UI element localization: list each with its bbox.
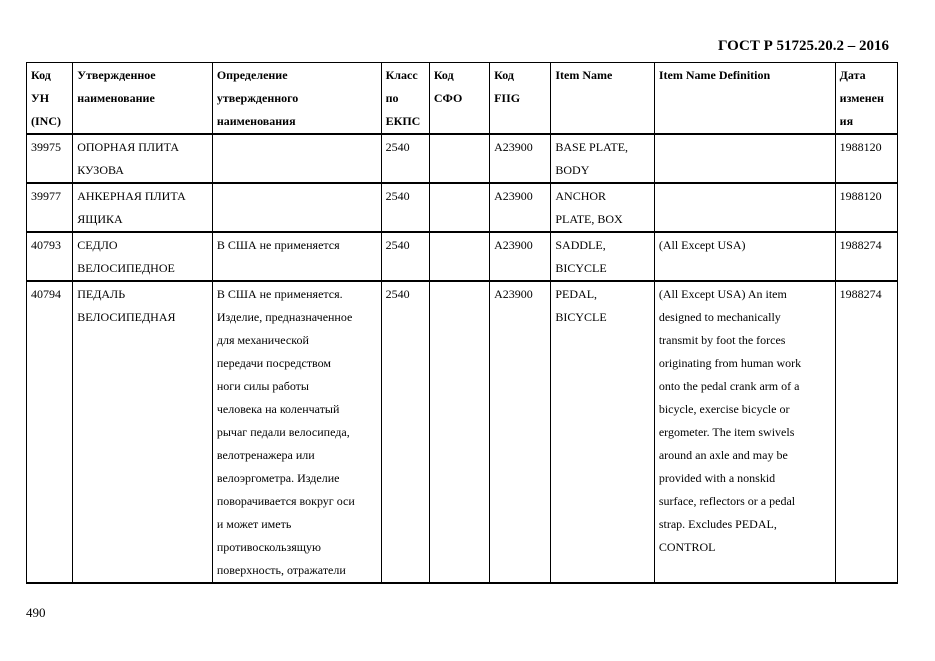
cell-text: BASE PLATE, bbox=[555, 140, 629, 154]
cell-inc bbox=[27, 134, 73, 183]
table-row bbox=[27, 281, 898, 583]
cell-class bbox=[381, 232, 429, 281]
cell-item-definition bbox=[654, 281, 835, 583]
cell-text: В США не применяется bbox=[216, 238, 340, 252]
table-header-row bbox=[27, 63, 898, 135]
table-row bbox=[27, 183, 898, 232]
column-header-sfo bbox=[429, 63, 489, 135]
header-text: Класс bbox=[385, 68, 418, 82]
header-text: Item Name bbox=[555, 68, 613, 82]
cell-text: A23900 bbox=[494, 238, 533, 252]
cell-definition bbox=[212, 134, 381, 183]
header-text: FIIG bbox=[494, 91, 521, 105]
cell-text: originating from human work bbox=[658, 356, 802, 370]
cell-text: ПЕДАЛЬ bbox=[77, 287, 126, 301]
cell-text: передачи посредством bbox=[216, 356, 332, 370]
cell-text: рычаг педали велосипеда, bbox=[216, 425, 350, 439]
cell-sfo bbox=[429, 232, 489, 281]
cell-text: 40794 bbox=[31, 287, 61, 301]
cell-name bbox=[73, 134, 213, 183]
cell-item-definition bbox=[654, 232, 835, 281]
column-header-item-name bbox=[551, 63, 654, 135]
cell-name bbox=[73, 232, 213, 281]
cell-text: 2540 bbox=[385, 287, 410, 301]
cell-text: велоэргометра. Изделие bbox=[216, 471, 340, 485]
cell-date bbox=[835, 134, 897, 183]
header-text: ия bbox=[839, 114, 854, 128]
cell-text: (All Except USA) An item bbox=[658, 287, 787, 301]
cell-text: (All Except USA) bbox=[658, 238, 746, 252]
header-text: изменен bbox=[839, 91, 884, 105]
cell-text: В США не применяется. bbox=[216, 287, 343, 301]
cell-sfo bbox=[429, 281, 489, 583]
table-row bbox=[27, 232, 898, 281]
cell-item-name bbox=[551, 183, 654, 232]
cell-text: поверхность, отражатели bbox=[216, 563, 346, 577]
cell-text: A23900 bbox=[494, 287, 533, 301]
classification-table bbox=[26, 62, 898, 584]
page-number: 490 bbox=[26, 605, 46, 620]
cell-text: 1988274 bbox=[839, 238, 882, 252]
cell-text: PEDAL, bbox=[555, 287, 598, 301]
document-title: ГОСТ Р 51725.20.2 – 2016 bbox=[717, 38, 889, 54]
header-text: Дата bbox=[839, 68, 866, 82]
cell-text: человека на коленчатый bbox=[216, 402, 340, 416]
cell-text: designed to mechanically bbox=[658, 310, 781, 324]
cell-text: surface, reflectors or a pedal bbox=[658, 494, 796, 508]
cell-item-name bbox=[551, 134, 654, 183]
cell-date bbox=[835, 183, 897, 232]
cell-fiig bbox=[490, 134, 551, 183]
header-text: (INC) bbox=[31, 114, 61, 128]
column-header-name bbox=[73, 63, 213, 135]
cell-fiig bbox=[490, 281, 551, 583]
column-header-fiig bbox=[490, 63, 551, 135]
cell-text: provided with a nonskid bbox=[658, 471, 776, 485]
cell-text: СЕДЛО bbox=[77, 238, 118, 252]
table-body bbox=[27, 134, 898, 583]
cell-text: ОПОРНАЯ ПЛИТА bbox=[77, 140, 180, 154]
cell-sfo bbox=[429, 134, 489, 183]
column-header-item-definition bbox=[654, 63, 835, 135]
cell-sfo bbox=[429, 183, 489, 232]
cell-text: bicycle, exercise bicycle or bbox=[658, 402, 790, 416]
header-text: Определение bbox=[216, 68, 288, 82]
cell-name bbox=[73, 281, 213, 583]
cell-text: 1988120 bbox=[839, 140, 882, 154]
cell-text: A23900 bbox=[494, 189, 533, 203]
header-text: Код bbox=[433, 68, 454, 82]
cell-text: ВЕЛОСИПЕДНОЕ bbox=[77, 261, 175, 275]
cell-item-definition bbox=[654, 134, 835, 183]
cell-text: SADDLE, bbox=[555, 238, 606, 252]
cell-inc bbox=[27, 281, 73, 583]
cell-text: и может иметь bbox=[216, 517, 292, 531]
cell-text: onto the pedal crank arm of a bbox=[658, 379, 800, 393]
header-text: утвержденного bbox=[216, 91, 299, 105]
cell-text: 2540 bbox=[385, 140, 410, 154]
cell-fiig bbox=[490, 232, 551, 281]
cell-class bbox=[381, 183, 429, 232]
cell-item-definition bbox=[654, 183, 835, 232]
cell-text: Изделие, предназначенное bbox=[216, 310, 353, 324]
header-text: наименование bbox=[77, 91, 155, 105]
cell-text: противоскользящую bbox=[216, 540, 321, 554]
cell-text: ЯЩИКА bbox=[77, 212, 123, 226]
header-text: по bbox=[385, 91, 399, 105]
header-text: Утвержденное bbox=[77, 68, 156, 82]
header-text: УН bbox=[31, 91, 50, 105]
cell-text: strap. Excludes PEDAL, bbox=[658, 517, 777, 531]
cell-text: 39977 bbox=[31, 189, 61, 203]
cell-class bbox=[381, 281, 429, 583]
cell-inc bbox=[27, 183, 73, 232]
cell-text: 2540 bbox=[385, 238, 410, 252]
header-text: наименования bbox=[216, 114, 296, 128]
table-row bbox=[27, 134, 898, 183]
cell-text: ноги силы работы bbox=[216, 379, 309, 393]
header-text: ЕКПС bbox=[385, 114, 421, 128]
cell-item-name bbox=[551, 281, 654, 583]
cell-text: CONTROL bbox=[658, 540, 716, 554]
cell-text: ergometer. The item swivels bbox=[658, 425, 795, 439]
cell-text: A23900 bbox=[494, 140, 533, 154]
cell-text: ANCHOR bbox=[555, 189, 607, 203]
cell-text: 1988274 bbox=[839, 287, 882, 301]
header-text: Код bbox=[31, 68, 51, 82]
cell-text: КУЗОВА bbox=[77, 163, 124, 177]
cell-definition bbox=[212, 232, 381, 281]
cell-date bbox=[835, 281, 897, 583]
cell-text: ВЕЛОСИПЕДНАЯ bbox=[77, 310, 176, 324]
cell-fiig bbox=[490, 183, 551, 232]
cell-name bbox=[73, 183, 213, 232]
cell-class bbox=[381, 134, 429, 183]
cell-text: поворачивается вокруг оси bbox=[216, 494, 355, 508]
column-header-class bbox=[381, 63, 429, 135]
header-text: Код bbox=[494, 68, 514, 82]
cell-text: BICYCLE bbox=[555, 310, 607, 324]
column-header-definition bbox=[212, 63, 381, 135]
cell-text: BODY bbox=[555, 163, 590, 177]
cell-text: 1988120 bbox=[839, 189, 882, 203]
column-header-date bbox=[835, 63, 897, 135]
cell-definition bbox=[212, 183, 381, 232]
header-text: Item Name Definition bbox=[658, 68, 771, 82]
cell-text: АНКЕРНАЯ ПЛИТА bbox=[77, 189, 186, 203]
cell-text: transmit by foot the forces bbox=[658, 333, 786, 347]
cell-inc bbox=[27, 232, 73, 281]
cell-text: BICYCLE bbox=[555, 261, 607, 275]
cell-text: 2540 bbox=[385, 189, 410, 203]
cell-text: around an axle and may be bbox=[658, 448, 788, 462]
cell-item-name bbox=[551, 232, 654, 281]
header-text: СФО bbox=[433, 91, 463, 105]
cell-date bbox=[835, 232, 897, 281]
cell-text: PLATE, BOX bbox=[555, 212, 623, 226]
cell-text: 39975 bbox=[31, 140, 61, 154]
cell-text: велотренажера или bbox=[216, 448, 315, 462]
cell-text: для механической bbox=[216, 333, 309, 347]
cell-definition bbox=[212, 281, 381, 583]
cell-text: 40793 bbox=[31, 238, 61, 252]
column-header-inc bbox=[27, 63, 73, 135]
